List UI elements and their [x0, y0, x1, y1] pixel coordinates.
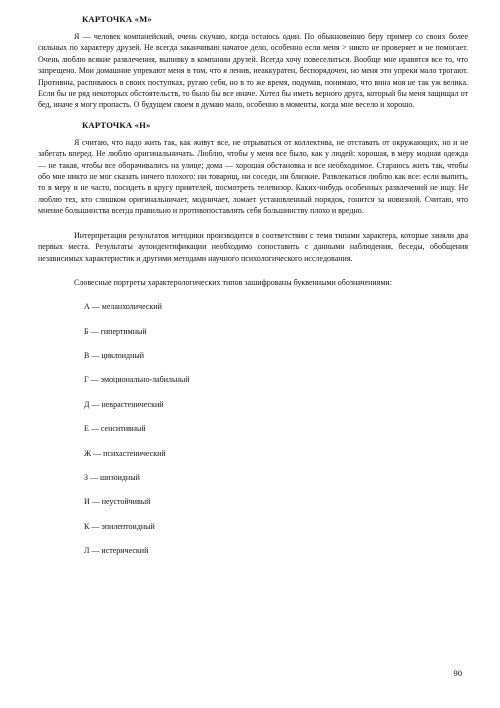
card-n-text: Я считаю, что надо жить так, как живут все, не отрываться от коллектива, не отставать от окружающих, но и не забегать вперед. Не люблю оригинальничать. Люблю, чтобы у меня все было, как у людей: хорошая, в меру модная одежда — не такая, чтобы все оборачивались на улице; дома — хорошая обстановка и все необходимое. Стараюсь жить так, чтобы обо мне никто не мог сказать ничего плохого: ни товарищ, ни соседи, ни близкие. Развлекаться люблю как все: если выпить, то в меру и не часто, посидеть в кругу приятелей, посмотреть телевизор. Каких-нибудь особенных развлечений не ищу. Не люблю тех, кто слишком оригинальничает, модничает, ломает установленный порядок, гонится за новизной. Считаю, что мнение большинства всегда правильно и противопоставлять себя большинству плохо и вредно. — [38, 137, 468, 216]
page-number: 90 — [453, 668, 462, 678]
legend-item: З — шизоидный — [84, 473, 140, 483]
type-legend-list — [38, 302, 468, 556]
legend-item: Л — истерический — [84, 546, 149, 556]
legend-item: А — меланхолический — [84, 302, 162, 312]
portraits-intro: Словесные портреты характерологических типов зашифрованы буквенными обозначениями: — [74, 277, 392, 287]
legend-item: Д — неврастенический — [84, 399, 164, 409]
legend-item: Е — сенситивный — [84, 424, 146, 434]
legend-item: Г — эмоционально-лабильный — [84, 375, 190, 385]
legend-item: К — эпилептоидный — [84, 521, 155, 531]
page-content — [38, 14, 468, 571]
legend-item: Б — гипертимный — [84, 326, 147, 336]
card-n-title: КАРТОЧКА «Н» — [82, 119, 151, 130]
card-m-title: КАРТОЧКА «М» — [82, 14, 152, 24]
card-m-text: Я — человек компанейский, очень скучаю, когда остаюсь один. По обыкновению беру пример со своих более сильных по характеру друзей. Не всегда заканчиваю начатое дело, особенно если меня > никто не проверяет и не помогает. Очень люблю всякие развлечения, выпивку в компании друзей. Всегда хочу повеселиться. Вообще мне нравятся все то, что запрещено. Мои домашние упрекают меня в том, что я ленив, неаккуратен, беспорядочен, но меня эти упреки мало трогают. Противны, распиваюсь в своих поступках, ругаю себя, но в то же время, подумав, понимаю, что вина моя не так уж велика. Если бы не ряд некоторых обстоятельств, то было бы все иначе. Хотел бы иметь верного друга, который бы меня защищал от бед, иначе я могу пропасть. О будущем своем я думаю мало, особенно в моменты, когда мне весело и хорошо. — [38, 32, 468, 110]
legend-item: Ж — психастенический — [84, 448, 166, 458]
legend-item: И — неустойчивый — [84, 497, 151, 507]
interpretation-paragraph: Интерпретация результатов методики производится в соответствии с темя типами характера, которые заняли два первых места. Результаты аутоидентификации необходимо сопоставить с данными наблюдения, беседы, обобщения независимых характеристик и другими методами научного психологического исследования. — [38, 230, 468, 263]
legend-item: В — циклоидный — [84, 351, 145, 361]
